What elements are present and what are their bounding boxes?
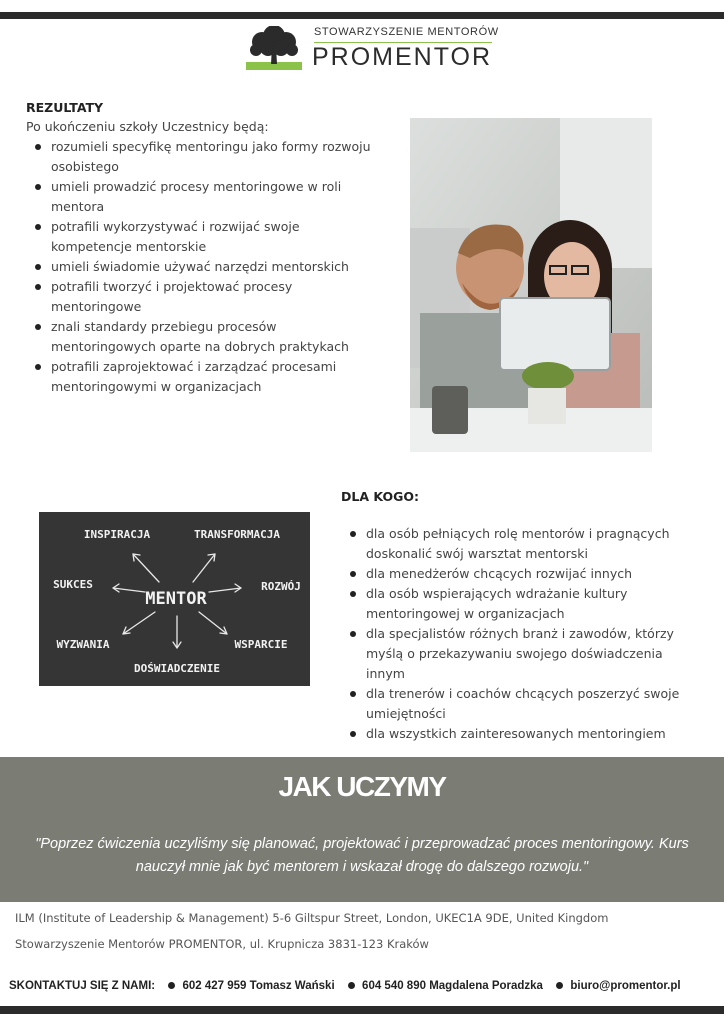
contact-label: SKONTAKTUJ SIĘ Z NAMI: [9,980,156,992]
promentor-logo [246,26,506,72]
results-list [26,137,376,397]
chalkboard-graphic [39,512,310,686]
list-item: dla osób wspierających wdrażanie kultury mentoringowej w organizacjach [366,584,701,624]
list-item: dla wszystkich zainteresowanych mentoringiem [366,724,701,744]
board-word: WSPARCIE [234,638,288,651]
how-we-teach-band [0,757,724,902]
bullet-icon [348,982,355,989]
address-promentor: Stowarzyszenie Mentorów PROMENTOR, ul. Krupnicza 3831-123 Kraków [15,937,429,951]
list-item: znali standardy przebiegu procesów mentoringowych oparte na dobrych praktykach [51,317,376,357]
bullet-icon [556,982,563,989]
testimonial-quote: "Poprzez ćwiczenia uczyliśmy się planować, projektować i przeprowadzać proces mentoringowy. Kurs nauczył mnie jak być mentorem i wskazał drogę do dalszego rozwoju." [35,836,689,875]
logo-title: PROMENTOR [312,43,493,71]
bottom-border [0,1006,724,1014]
chalkboard-svg [39,512,310,686]
list-item: dla specjalistów różnych branż i zawodów, którzy myślą o przekazywaniu swojego doświadczenia innym [366,624,701,684]
contact-email[interactable]: biuro@promentor.pl [570,980,681,992]
list-item: dla osób pełniących rolę mentorów i pragnących doskonalić swój warsztat mentorski [366,524,701,564]
address-ilm: ILM (Institute of Leadership & Management) 5-6 Giltspur Street, London, UKEC1A 9DE, United Kingdom [15,911,609,925]
board-word: WYZWANIA [56,638,110,651]
contact-line [9,980,721,992]
tree-logo-icon [246,26,302,70]
list-item: rozumieli specyfikę mentoringu jako formy rozwoju osobistego [51,137,376,177]
audience-section [341,488,701,744]
list-item: umieli prowadzić procesy mentoringowe w roli mentora [51,177,376,217]
board-word: DOŚWIADCZENIE [133,662,221,675]
contact-phone-tomasz[interactable]: 602 427 959 Tomasz Wański [182,980,335,992]
logo-subtitle: STOWARZYSZENIE MENTORÓW [314,26,499,38]
board-word: INSPIRACJA [83,528,151,541]
board-center-word: MENTOR [145,589,207,609]
results-heading: REZULTATY [26,100,104,115]
board-word: TRANSFORMACJA [193,528,281,541]
audience-heading: DLA KOGO: [341,489,420,504]
results-intro: Po ukończeniu szkoły Uczestnicy będą: [26,119,269,134]
board-word: SUKCES [53,578,93,591]
list-item: dla trenerów i coachów chcących poszerzyć swoje umiejętności [366,684,701,724]
bullet-icon [168,982,175,989]
how-heading: JAK UCZYMY [278,771,446,802]
list-item: potrafili zaprojektować i zarządzać procesami mentoringowymi w organizacjach [51,357,376,397]
top-border [0,12,724,19]
list-item: potrafili tworzyć i projektować procesy mentoringowe [51,277,376,317]
photo-illustration [410,118,652,452]
list-item: potrafili wykorzystywać i rozwijać swoje kompetencje mentorskie [51,217,376,257]
list-item: dla menedżerów chcących rozwijać innych [366,564,701,584]
list-item: umieli świadomie używać narzędzi mentorskich [51,257,376,277]
audience-list [341,524,701,744]
results-section [26,99,376,397]
contact-phone-magdalena[interactable]: 604 540 890 Magdalena Poradzka [362,980,543,992]
board-word: ROZWÓJ [261,580,301,593]
mentoring-photo [410,118,652,452]
